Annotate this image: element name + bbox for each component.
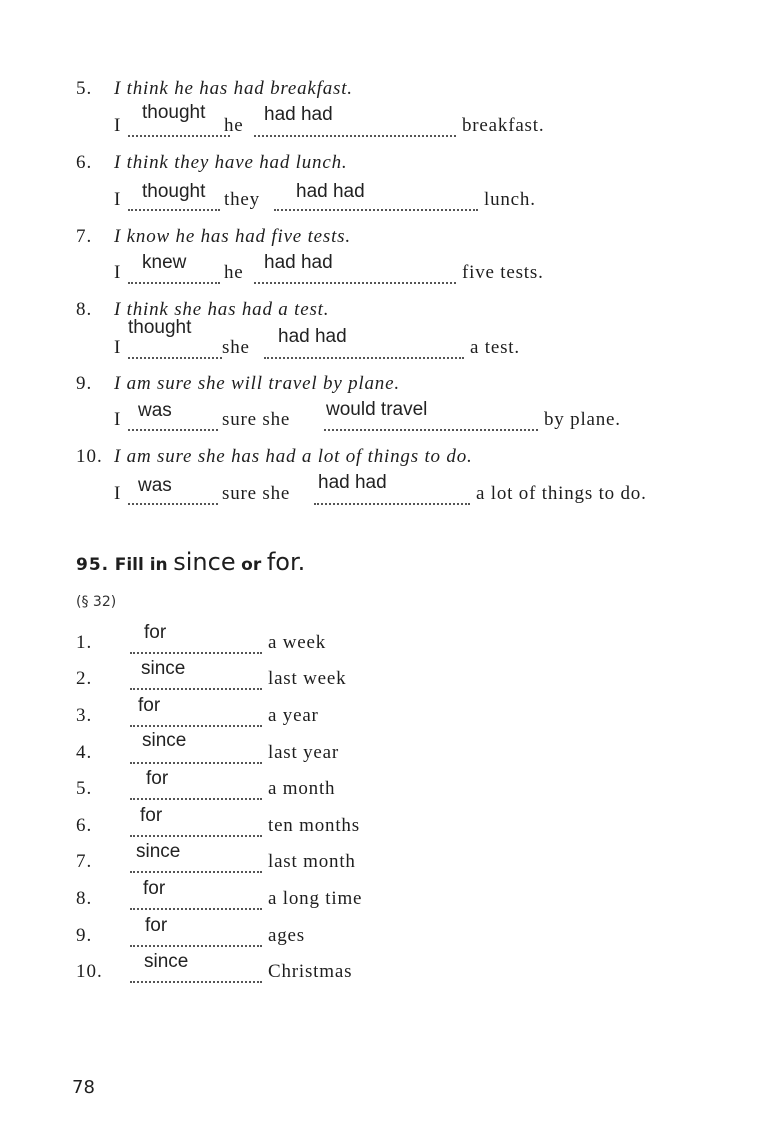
row-answer: for bbox=[145, 915, 168, 936]
row-text: last year bbox=[268, 742, 340, 763]
row-number: 1. bbox=[76, 632, 93, 653]
prompt-sentence: I am sure she has had a lot of things to do. bbox=[114, 446, 473, 467]
lead-word: I bbox=[114, 189, 122, 210]
list-item bbox=[0, 878, 771, 918]
item-number: 9. bbox=[76, 373, 93, 394]
item-number: 5. bbox=[76, 78, 93, 99]
item-number: 7. bbox=[76, 226, 93, 247]
blank-1 bbox=[128, 341, 222, 359]
item-number: 6. bbox=[76, 152, 93, 173]
mid-text: he bbox=[224, 115, 244, 136]
row-number: 9. bbox=[76, 925, 93, 946]
row-number: 8. bbox=[76, 888, 93, 909]
row-text: last month bbox=[268, 851, 356, 872]
answer-1: thought bbox=[142, 181, 206, 202]
row-text: a year bbox=[268, 705, 319, 726]
list-item bbox=[0, 695, 771, 735]
row-text: ages bbox=[268, 925, 305, 946]
list-item bbox=[0, 951, 771, 991]
item-number: 8. bbox=[76, 299, 93, 320]
row-text: last week bbox=[268, 668, 347, 689]
mid-text: sure she bbox=[222, 483, 291, 504]
answer-2: would travel bbox=[326, 399, 428, 420]
heading-or: or bbox=[241, 555, 262, 575]
prompt-sentence: I think she has had a test. bbox=[114, 299, 330, 320]
answer-2: had had bbox=[318, 472, 387, 493]
row-number: 10. bbox=[76, 961, 103, 982]
tail-text: lunch. bbox=[484, 189, 536, 210]
answer-1: knew bbox=[142, 252, 187, 273]
section-reference: (§ 32) bbox=[76, 594, 117, 610]
prompt-sentence: I am sure she will travel by plane. bbox=[114, 373, 400, 394]
row-answer: for bbox=[144, 622, 167, 643]
row-answer: for bbox=[146, 768, 169, 789]
list-item bbox=[0, 768, 771, 808]
row-answer: for bbox=[143, 878, 166, 899]
row-answer: for bbox=[138, 695, 161, 716]
row-answer: for bbox=[140, 805, 163, 826]
lead-word: I bbox=[114, 115, 122, 136]
prompt-sentence: I know he has had five tests. bbox=[114, 226, 351, 247]
row-answer: since bbox=[142, 730, 187, 751]
lead-word: I bbox=[114, 337, 122, 358]
row-text: ten months bbox=[268, 815, 360, 836]
row-number: 4. bbox=[76, 742, 93, 763]
row-answer: since bbox=[136, 841, 181, 862]
mid-text: he bbox=[224, 262, 244, 283]
tail-text: five tests. bbox=[462, 262, 544, 283]
row-number: 3. bbox=[76, 705, 93, 726]
lead-word: I bbox=[114, 262, 122, 283]
answer-1: was bbox=[138, 475, 172, 496]
answer-1: thought bbox=[142, 102, 206, 123]
tail-text: a lot of things to do. bbox=[476, 483, 647, 504]
tail-text: a test. bbox=[470, 337, 520, 358]
page-number: 78 bbox=[72, 1077, 95, 1098]
answer-2: had had bbox=[296, 181, 365, 202]
exercise-number: 95. bbox=[76, 555, 110, 575]
mid-text: they bbox=[224, 189, 260, 210]
row-number: 7. bbox=[76, 851, 93, 872]
row-answer: since bbox=[144, 951, 189, 972]
list-item bbox=[0, 915, 771, 955]
row-text: a month bbox=[268, 778, 336, 799]
lead-word: I bbox=[114, 409, 122, 430]
prompt-sentence: I think he has had breakfast. bbox=[114, 78, 353, 99]
answer-2: had had bbox=[264, 252, 333, 273]
answer-2: had had bbox=[278, 326, 347, 347]
row-text: a week bbox=[268, 632, 327, 653]
row-number: 5. bbox=[76, 778, 93, 799]
row-answer: since bbox=[141, 658, 186, 679]
list-item bbox=[0, 658, 771, 698]
row-text: Christmas bbox=[268, 961, 353, 982]
row-number: 6. bbox=[76, 815, 93, 836]
row-text: a long time bbox=[268, 888, 363, 909]
list-item bbox=[0, 805, 771, 845]
tail-text: breakfast. bbox=[462, 115, 545, 136]
mid-text: sure she bbox=[222, 409, 291, 430]
list-item bbox=[0, 622, 771, 662]
mid-text: she bbox=[222, 337, 250, 358]
tail-text: by plane. bbox=[544, 409, 621, 430]
answer-2: had had bbox=[264, 104, 333, 125]
heading-since: since bbox=[173, 548, 236, 576]
list-item bbox=[0, 730, 771, 772]
heading-fill-in: Fill in bbox=[114, 555, 168, 575]
row-number: 2. bbox=[76, 668, 93, 689]
item-number: 10. bbox=[76, 446, 103, 467]
list-item bbox=[0, 841, 771, 881]
exercise-heading bbox=[76, 548, 305, 576]
answer-1: was bbox=[138, 400, 172, 421]
prompt-sentence: I think they have had lunch. bbox=[114, 152, 348, 173]
lead-word: I bbox=[114, 483, 122, 504]
heading-for: for. bbox=[266, 548, 306, 576]
answer-1: thought bbox=[128, 317, 192, 338]
